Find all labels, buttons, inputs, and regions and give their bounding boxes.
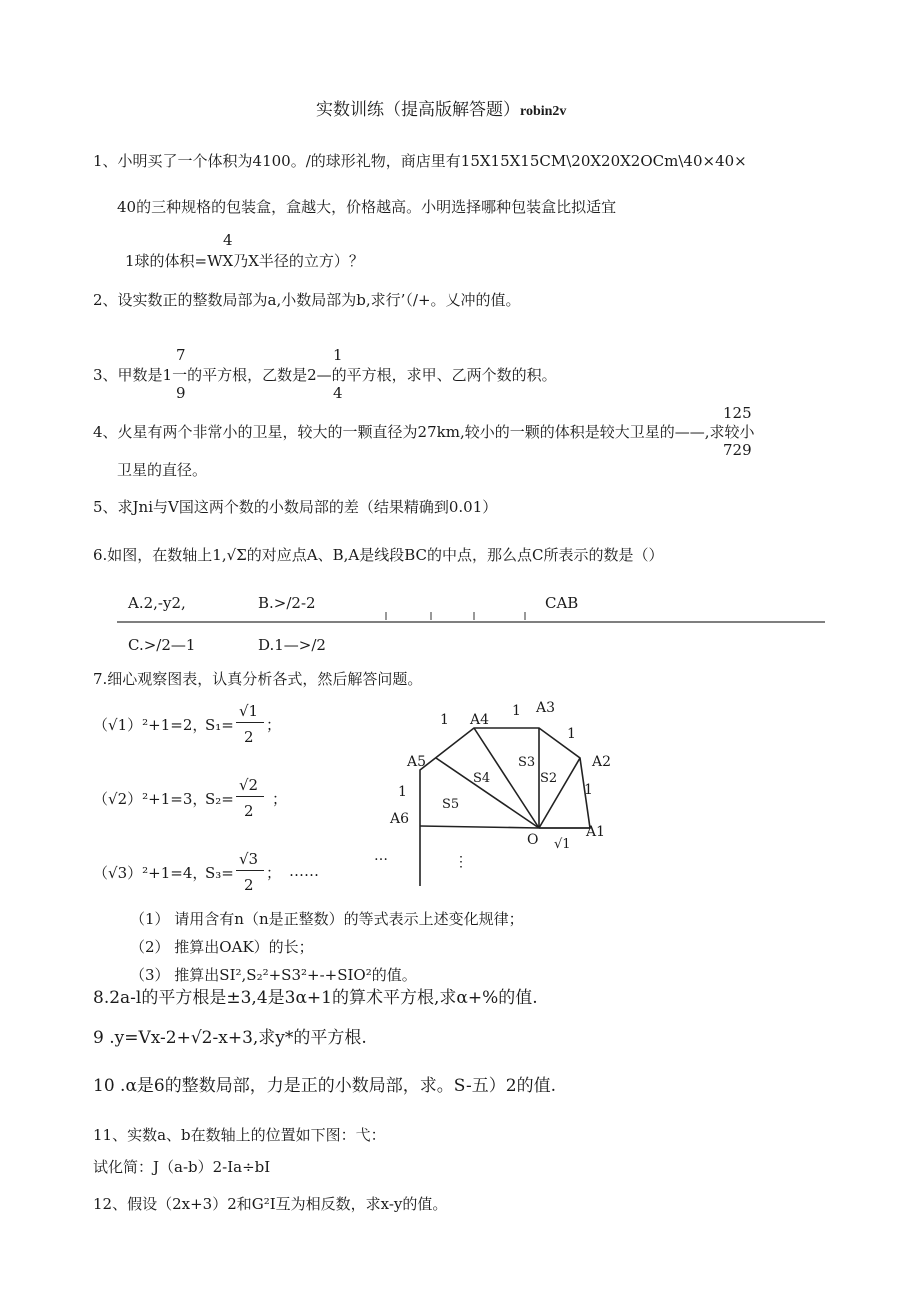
q7-eq2: [93, 790, 207, 808]
label-a5: A5: [407, 754, 427, 770]
q3-text-a: 3、甲数是1: [93, 366, 173, 384]
q7-stem: 7.细心观察图表，认真分析各式，然后解答问题。: [93, 670, 423, 688]
q6-option-d: D.1—>/2: [258, 636, 326, 654]
eq2-rest: ）²+1=3，: [127, 790, 208, 808]
label-a3: A3: [536, 700, 556, 716]
q7-eq3: [93, 864, 207, 882]
label-one-left-top: 1: [440, 712, 449, 728]
q6-option-a: A.2,-y2,: [128, 594, 186, 612]
eq3-radical: √3: [108, 864, 128, 882]
eq3-end: ；: [266, 864, 282, 882]
q4-frac-num: 125: [723, 404, 752, 422]
q10-text: 10 .α是6的整数局部，力是正的小数局部，求。S-五）2的值.: [93, 1076, 556, 1096]
eq1-fraction-bar: [236, 722, 264, 723]
label-o: O: [527, 832, 539, 848]
q4-line2: 卫星的直径。: [117, 461, 208, 479]
q11-line1: 11、实数a、b在数轴上的位置如下图：弋：: [93, 1126, 386, 1144]
eq2-num: √2: [239, 776, 259, 794]
q3-frac2-den: 4: [333, 384, 343, 402]
q1-fraction-numerator: 4: [223, 231, 233, 249]
label-s5: S5: [442, 797, 460, 812]
q6-number-line: [0, 0, 920, 640]
q7-eq1: [93, 716, 207, 734]
q9-text: 9 .y=Vx-2+√2-x+3,求y*的平方根.: [93, 1028, 367, 1048]
eq1-num: √1: [239, 702, 259, 720]
label-one-right-lower: 1: [584, 782, 593, 798]
label-a2: A2: [592, 754, 612, 770]
outer-edges: [420, 728, 590, 828]
q12-text: 12、假设（2x+3）2和G²I互为相反数，求x-y的值。: [93, 1195, 448, 1213]
q6-option-c: C.>/2—1: [128, 636, 196, 654]
eq3-ellipsis: ……: [289, 862, 319, 880]
q5-text: 5、求Jni与V国这两个数的小数局部的差（结果精确到0.01）: [93, 498, 498, 516]
eq3-fraction-bar: [236, 870, 264, 871]
q3-text-b: 一的平方根，乙数是2: [172, 366, 317, 384]
eq3-den: 2: [244, 876, 254, 894]
label-s2: S2: [540, 771, 558, 786]
label-one-top: 1: [512, 703, 521, 719]
eq1-rest: ）²+1=2，: [127, 716, 208, 734]
eq1-end: ；: [266, 716, 282, 734]
eq3-s: S₃=: [205, 864, 234, 882]
q1-line3: 1球的体积=WX乃X半径的立方）？: [125, 252, 364, 270]
q3-frac2-num: 1: [333, 346, 343, 364]
q7-sub3: （3） 推算出SI²,S₂²+S3²+-+SIO²的值。: [130, 966, 417, 984]
eq2-radical: √2: [108, 790, 128, 808]
paren: （: [93, 716, 109, 734]
q11-line2: 试化简：J（a-b）2-Ia÷bI: [93, 1158, 271, 1176]
q3-text-c: —的平方根，求甲、乙两个数的积。: [316, 366, 557, 384]
spoke-oa2: [539, 758, 580, 828]
label-a4: A4: [470, 712, 490, 728]
eq2-den: 2: [244, 802, 254, 820]
q7-sub2: （2） 推算出OAK）的长；: [130, 938, 314, 956]
label-sqrt1: √1: [554, 837, 571, 852]
label-a6: A6: [390, 811, 410, 827]
eq2-s: S₂=: [205, 790, 234, 808]
q3-frac1-num: 7: [176, 346, 186, 364]
q4-line1: 4、火星有两个非常小的卫星，较大的一颗直径为27km,较小的一颗的体积是较大卫星的——,求较小: [93, 423, 755, 441]
label-vdots: ⋮: [454, 854, 468, 870]
label-one-left: 1: [398, 784, 407, 800]
q7-sub1: （1） 请用含有n（n是正整数）的等式表示上述变化规律；: [130, 910, 524, 928]
eq3-rest: ）²+1=4，: [127, 864, 208, 882]
q1-line1: 1、小明买了一个体积为4100。/的球形礼物，商店里有15X15X15CM\20X20X2OCm\40×40×: [93, 152, 747, 170]
title-text: 实数训练（提高版解答题）: [316, 100, 520, 120]
eq1-radical: √1: [108, 716, 128, 734]
label-s3: S3: [518, 755, 536, 770]
label-s4: S4: [473, 771, 491, 786]
q3-frac1-den: 9: [176, 384, 186, 402]
eq1-s: S₁=: [205, 716, 234, 734]
eq3-num: √3: [239, 850, 259, 868]
q6-axis-label: CAB: [545, 594, 579, 612]
label-one-right: 1: [567, 726, 576, 742]
q8-text: 8.2a-l的平方根是±3,4是3α+1的算术平方根,求α+%的值.: [93, 988, 538, 1008]
paren: （: [93, 864, 109, 882]
q4-frac-den: 729: [723, 441, 752, 459]
q1-line2: 40的三种规格的包装盒，盒越大，价格越高。小明选择哪种包装盒比拟适宜: [117, 198, 617, 216]
label-a1: A1: [586, 824, 606, 840]
eq2-end: ；: [272, 790, 288, 808]
spoke-oa6: [420, 826, 539, 828]
title-suffix: robin2v: [520, 104, 567, 119]
q7-spiral-diagram: [360, 690, 640, 890]
q6-option-b: B.>/2-2: [258, 594, 316, 612]
label-dots: …: [374, 848, 388, 864]
eq2-fraction-bar: [236, 796, 264, 797]
q2-text: 2、设实数正的整数局部为a,小数局部为b,求行’（/+。乂冲的值。: [93, 291, 521, 309]
eq1-den: 2: [244, 728, 254, 746]
paren: （: [93, 790, 109, 808]
q6-stem: 6.如图，在数轴上1,√Σ的对应点A、B,A是线段BC的中点，那么点C所表示的数是（）: [93, 546, 664, 564]
